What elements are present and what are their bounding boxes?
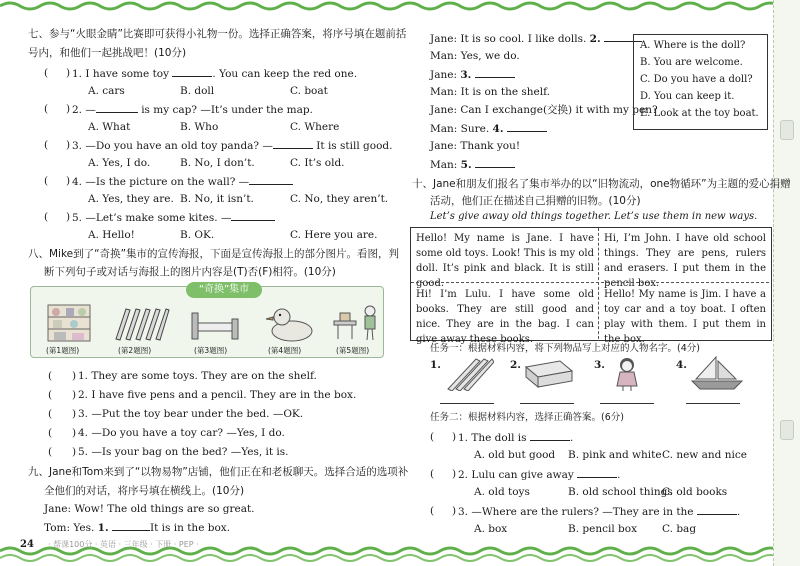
t2-1-option-c: C. new and nice bbox=[662, 449, 747, 461]
q8-4-paren[interactable]: ( bbox=[48, 427, 53, 439]
q7-1-paren[interactable]: ( bbox=[44, 67, 49, 79]
name-line-1[interactable] bbox=[440, 403, 494, 404]
dialogue-options-box bbox=[633, 34, 768, 130]
picture-label-4: (第4题图) bbox=[268, 346, 302, 355]
q7-5-option-b: B. OK. bbox=[180, 229, 215, 241]
dialogue-line-5: Jane: Can I exchange(交换) it with my pen? bbox=[430, 104, 658, 116]
toy-duck-picture bbox=[262, 303, 320, 343]
name-line-4[interactable] bbox=[686, 403, 740, 404]
q7-5-paren-close: ) bbox=[66, 211, 71, 223]
name-line-3[interactable] bbox=[600, 403, 654, 404]
t2-1-paren[interactable]: ( bbox=[430, 431, 435, 443]
answer-blank[interactable] bbox=[273, 138, 313, 149]
q7-2-prompt: 2. — is my cap? —It’s under the map. bbox=[72, 104, 313, 116]
task1-num-1: 1. bbox=[430, 359, 441, 371]
picture-label-3: (第3题图) bbox=[194, 346, 228, 355]
books-picture bbox=[524, 357, 574, 391]
answer-blank[interactable] bbox=[112, 520, 150, 531]
q7-3-paren[interactable]: ( bbox=[44, 139, 49, 151]
table-horizontal-divider bbox=[411, 282, 769, 283]
binding-edge bbox=[773, 0, 800, 566]
q8-statement-4: 4. —Do you have a toy car? —Yes, I do. bbox=[78, 427, 285, 439]
girl-and-bag-picture bbox=[330, 303, 388, 343]
dialogue-line-8: Man: 5. bbox=[430, 157, 515, 172]
task1-num-4: 4. bbox=[676, 359, 687, 371]
q8-4-paren-close: ) bbox=[72, 427, 77, 439]
section10-slogan: Let’s give away old things together. Let’s use them in new ways. bbox=[430, 211, 758, 222]
section10-heading-line1: 十、Jane和朋友们报名了集市举办的以“旧物流动，one物循环”为主题的爱心捐赠 bbox=[412, 178, 791, 190]
toy-shelf-picture bbox=[40, 303, 98, 343]
picture-label-2: (第2题图) bbox=[118, 346, 152, 355]
q7-3-option-c: C. It’s old. bbox=[290, 157, 345, 169]
q8-3-paren[interactable]: ( bbox=[48, 408, 53, 420]
dialogue-option-c: C. Do you have a doll? bbox=[640, 74, 753, 85]
picture-label-1: (第1题图) bbox=[46, 346, 80, 355]
section10-heading-line2: 活动，他们正在描述自己捐赠的旧物。(10分) bbox=[430, 195, 641, 207]
section9-heading-line1: 九、Jane和Tom来到了“以物易物”店铺，他们正在和老板聊天。选择合适的选项补 bbox=[28, 466, 409, 478]
q8-5-paren[interactable]: ( bbox=[48, 446, 53, 458]
answer-blank[interactable] bbox=[530, 430, 570, 441]
donation-table bbox=[410, 227, 772, 345]
dialogue-line-4: Man: It is on the shelf. bbox=[430, 86, 550, 98]
q7-4-paren-close: ) bbox=[66, 175, 71, 187]
answer-blank[interactable] bbox=[475, 67, 515, 78]
section8-heading-line2: 断下列句子或对话与海报上的图片内容是(T)否(F)相符。(10分) bbox=[44, 266, 336, 278]
q8-2-paren-close: ) bbox=[72, 389, 77, 401]
q7-2-option-a: A. What bbox=[88, 121, 131, 133]
edge-tab bbox=[780, 420, 794, 440]
q7-5-option-a: A. Hello! bbox=[88, 229, 135, 241]
t2-2-paren-close: ) bbox=[452, 468, 457, 480]
q7-3-option-b: B. No, I don’t. bbox=[180, 157, 255, 169]
pens-picture bbox=[112, 303, 170, 343]
t2-2-option-b: B. old school things bbox=[568, 486, 673, 498]
cell-lulu: Hi! I’m Lulu. I have some old books. They are still good and nice. They are in the bag. I can give away these books. bbox=[416, 289, 594, 345]
q7-1-option-b: B. doll bbox=[180, 85, 215, 97]
task1-num-3: 3. bbox=[594, 359, 605, 371]
footer-series: · 帮课100分 · 英语 · 三年级 · 下册 · PEP · bbox=[48, 540, 199, 549]
dialogue-line-6: Man: Sure. 4. bbox=[430, 121, 547, 136]
dialogue-tom-line: Tom: Yes. 1. It is in the box. bbox=[44, 522, 231, 534]
section7-heading-line1: 七、参与“火眼金睛”比赛即可获得小礼物一份。选择正确答案，将序号填在题前括 bbox=[28, 28, 407, 40]
q7-4-option-c: C. No, they aren’t. bbox=[290, 193, 389, 205]
answer-blank[interactable] bbox=[96, 102, 138, 113]
t2-3-paren-close: ) bbox=[452, 505, 457, 517]
section8-heading-line1: 八、Mike到了“奇换”集市的宣传海报，下面是宣传海报上的部分图片。看图，判 bbox=[28, 248, 400, 260]
t2-1-option-b: B. pink and white bbox=[568, 449, 662, 461]
t2-2-option-c: C. old books bbox=[662, 486, 728, 498]
q7-2-option-b: B. Who bbox=[180, 121, 219, 133]
t2-2-option-a: A. old toys bbox=[474, 486, 530, 498]
q7-2-paren[interactable]: ( bbox=[44, 103, 49, 115]
q7-4-option-b: B. No, it isn’t. bbox=[180, 193, 254, 205]
t2-3-option-a: A. box bbox=[474, 523, 508, 535]
dialogue-jane-wow: Jane: Wow! The old things are so great. bbox=[44, 503, 255, 515]
poster-title: “奇换”集市 bbox=[186, 282, 262, 298]
q8-1-paren[interactable]: ( bbox=[48, 370, 53, 382]
q8-statement-1: 1. They are some toys. They are on the shelf. bbox=[78, 370, 317, 382]
answer-blank[interactable] bbox=[507, 121, 547, 132]
q7-1-option-c: C. boat bbox=[290, 85, 328, 97]
q7-1-paren-close: ) bbox=[66, 67, 71, 79]
q7-2-paren-close: ) bbox=[66, 103, 71, 115]
dialogue-line-2: Man: Yes, we do. bbox=[430, 50, 520, 62]
t2-1-prompt: 1. The doll is . bbox=[458, 432, 574, 444]
q7-1-prompt: 1. I have some toy . You can keep the red one. bbox=[72, 68, 358, 80]
bed-picture bbox=[186, 303, 244, 343]
answer-blank[interactable] bbox=[577, 467, 617, 478]
q7-5-paren[interactable]: ( bbox=[44, 211, 49, 223]
t2-3-paren[interactable]: ( bbox=[430, 505, 435, 517]
page-number: 24 bbox=[20, 539, 34, 550]
q8-3-paren-close: ) bbox=[72, 408, 77, 420]
q7-1-option-a: A. cars bbox=[88, 85, 125, 97]
table-vertical-divider bbox=[598, 228, 599, 339]
rulers-picture bbox=[446, 357, 494, 391]
q7-5-option-c: C. Here you are. bbox=[290, 229, 378, 241]
name-line-2[interactable] bbox=[520, 403, 574, 404]
q7-4-paren[interactable]: ( bbox=[44, 175, 49, 187]
t2-3-option-c: C. bag bbox=[662, 523, 697, 535]
t2-1-paren-close: ) bbox=[452, 431, 457, 443]
t2-3-prompt: 3. —Where are the rulers? —They are in the . bbox=[458, 506, 741, 518]
picture-label-5: (第5题图) bbox=[336, 346, 370, 355]
t2-2-paren[interactable]: ( bbox=[430, 468, 435, 480]
top-wave-border bbox=[0, 0, 800, 16]
q7-3-option-a: A. Yes, I do. bbox=[88, 157, 151, 169]
q8-1-paren-close: ) bbox=[72, 370, 77, 382]
answer-blank[interactable] bbox=[475, 157, 515, 168]
task2-instruction: 任务二：根据材料内容，选择正确答案。(6分) bbox=[430, 412, 624, 423]
q7-3-prompt: 3. —Do you have an old toy panda? — It is still good. bbox=[72, 140, 393, 152]
answer-blank[interactable] bbox=[249, 174, 293, 185]
q7-3-paren-close: ) bbox=[66, 139, 71, 151]
q7-4-option-a: A. Yes, they are. bbox=[88, 193, 174, 205]
q8-statement-2: 2. I have five pens and a pencil. They are in the box. bbox=[78, 389, 357, 401]
edge-tab bbox=[780, 120, 794, 140]
t2-1-option-a: A. old but good bbox=[474, 449, 556, 461]
cell-jim: Hello! My name is Jim. I have a toy car and a toy boat. I often play with them. I put them in the box. bbox=[604, 289, 766, 345]
q8-statement-3: 3. —Put the toy bear under the bed. —OK. bbox=[78, 408, 304, 420]
answer-blank[interactable] bbox=[697, 504, 737, 515]
dialogue-option-b: B. You are welcome. bbox=[640, 57, 743, 68]
q8-2-paren[interactable]: ( bbox=[48, 389, 53, 401]
t2-3-option-b: B. pencil box bbox=[568, 523, 637, 535]
toy-boat-picture bbox=[690, 355, 744, 391]
q7-2-option-c: C. Where bbox=[290, 121, 340, 133]
cell-jane: Hello! My name is Jane. I have some old toys. Look! This is my old doll. It’s pink and black. It is still good. bbox=[416, 233, 594, 289]
q8-5-paren-close: ) bbox=[72, 446, 77, 458]
t2-2-prompt: 2. Lulu can give away . bbox=[458, 469, 621, 481]
q7-4-prompt: 4. —Is the picture on the wall? — bbox=[72, 174, 293, 189]
dialogue-line-3: Jane: 3. bbox=[430, 67, 515, 82]
task1-instruction: 任务一：根据材料内容，将下列物品写上对应的人物名字。(4分) bbox=[430, 343, 700, 354]
dialogue-option-d: D. You can keep it. bbox=[640, 91, 735, 102]
doll-picture bbox=[612, 356, 642, 392]
section7-heading-line2: 号内，和他们一起挑战吧！(10分) bbox=[28, 47, 187, 59]
dialogue-line-7: Jane: Thank you! bbox=[430, 140, 521, 152]
dialogue-option-a: A. Where is the doll? bbox=[640, 40, 746, 51]
answer-blank[interactable] bbox=[172, 66, 212, 77]
dialogue-line-1: Jane: It is so cool. I like dolls. 2. bbox=[430, 31, 642, 46]
section9-heading-line2: 全他们的对话，将序号填在横线上。(10分) bbox=[44, 485, 245, 497]
task1-num-2: 2. bbox=[510, 359, 521, 371]
q8-statement-5: 5. —Is your bag on the bed? —Yes, it is. bbox=[78, 446, 289, 458]
answer-blank[interactable] bbox=[231, 210, 275, 221]
q7-5-prompt: 5. —Let’s make some kites. — bbox=[72, 210, 275, 225]
dialogue-option-e: E. Look at the toy boat. bbox=[640, 108, 759, 119]
cell-john: Hi, I’m John. I have old school things. They are pens, rulers and erasers. I put them in the pencil box. bbox=[604, 233, 766, 289]
